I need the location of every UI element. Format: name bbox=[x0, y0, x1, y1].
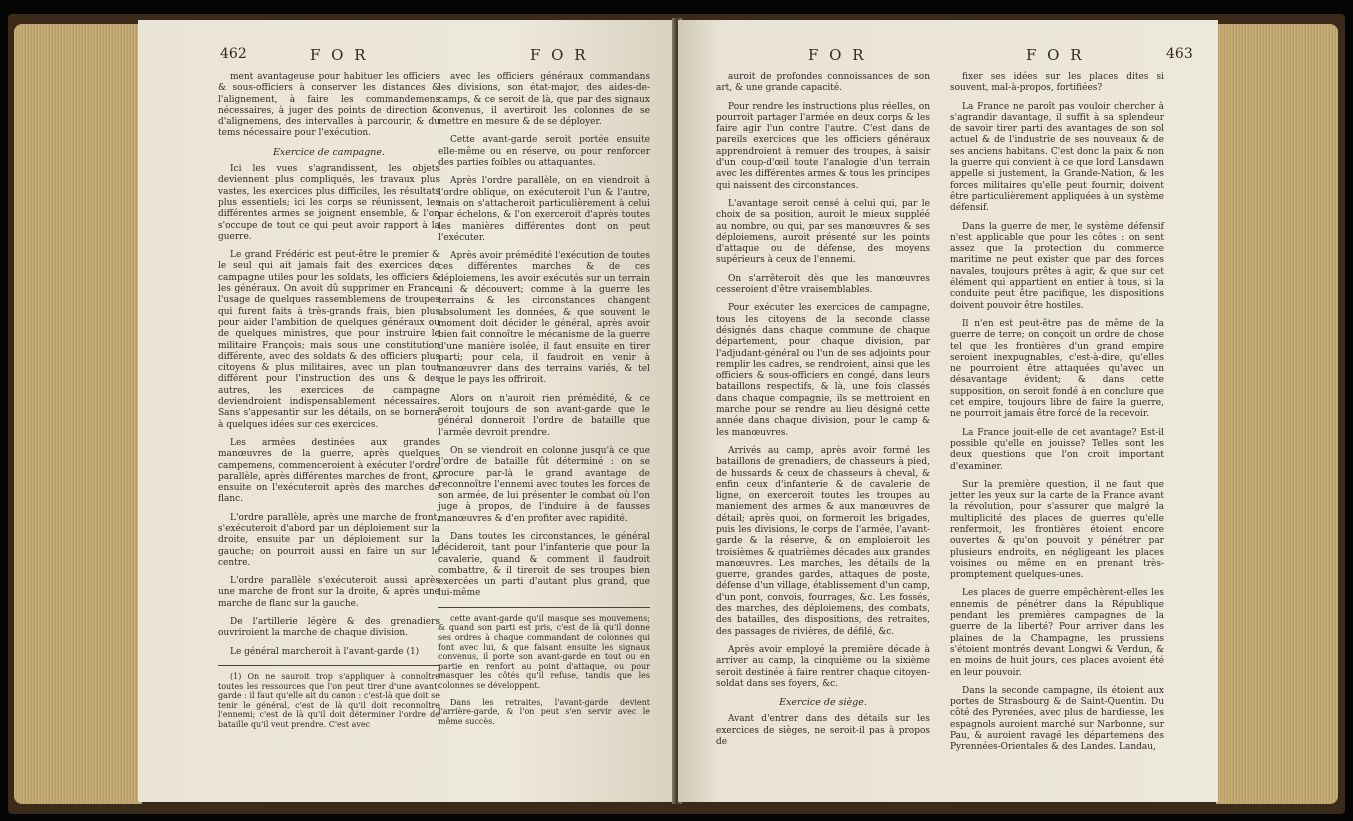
paragraph: Il n'en est peut-être pas de même de la guerre de terre; on conçoit un ordre de chose tel que les frontières d'un grand empire seroient inexpugnables, c'est-à-dire, qu'elles ne pourroient être attaquées qu'avec un désavantage évident; & dans cette supposition, on seroit fondé à en conclure que cet empire, toujours libre de faire la guerre, ne pourroit jamais être forcé de la recevoir. bbox=[950, 318, 1164, 420]
paragraph: Les armées destinées aux grandes manœuvres de la guerre, après quelques campemens, commenceroient à exécuter l'ordre parallèle, après différentes marches de front, & ensuite on l'exécuteroit après des marches de flanc. bbox=[218, 437, 440, 505]
section-heading: Exercice de siège. bbox=[779, 697, 867, 709]
right-header-right: F O R bbox=[1026, 46, 1085, 64]
paragraph: L'ordre parallèle, après une marche de front, s'exécuteroit d'abord par un déploiement sur la droite, ensuite par un déploiement sur la gauche; on pourroit aussi en faire un sur le centre. bbox=[218, 512, 440, 568]
footnote-rule bbox=[438, 607, 650, 608]
paragraph: Pour rendre les instructions plus réelles, on pourroit partager l'armée en deux corps & les faire agir l'un contre l'autre. C'est dans de pareils exercices que les officiers généraux apprendroient à remuer des troupes, à saisir d'un coup-d'œil toute l'analogie d'un terrain avec les différentes armes & tous les principes qui naissent des circonstances. bbox=[716, 101, 930, 191]
paragraph: Pour exécuter les exercices de campagne, tous les citoyens de la seconde classe désignés dans chaque commune de chaque département, pour chaque division, par l'adjudant-général ou l'un de ses adjoints pour remplir les cadres, se rendroient, ainsi que les officiers & sous-officiers en congé, dans leurs bataillons respectifs, & là, une fois classés dans chaque compagnie, ils se mettroient en marche pour se rendre au lieu désigné cette année dans chaque division, pour le camp & les manœuvres. bbox=[716, 303, 930, 438]
paragraph: Dans la guerre de mer, le système défensif n'est applicable que pour les côtes : on sent assez que la protection du commerce maritime ne peut exister que par des forces navales, toujours prêtes à agir, & que sur cet élément qui appartient en entier à tous, si la conduite peut être pacifique, les dispositions doivent pouvoir être hostiles. bbox=[950, 221, 1164, 311]
left-page-number: 462 bbox=[220, 46, 247, 62]
left-header-left: F O R bbox=[310, 46, 369, 64]
left-column-1 bbox=[218, 72, 440, 737]
paragraph: On se viendroit en colonne jusqu'à ce que l'ordre de bataille fût déterminé : on se procure par-là le grand avantage de reconnoître l'ennemi avec toutes les forces de son armée, de lui présenter le combat où l'on juge à propos, de l'induire à de fausses manœuvres & d'en profiter avec rapidité. bbox=[438, 445, 650, 524]
right-page bbox=[678, 20, 1218, 802]
paragraph: L'ordre parallèle s'exécuteroit aussi après une marche de front sur la droite, & après une marche de flanc sur la gauche. bbox=[218, 576, 440, 609]
paragraph: Ici les vues s'agrandissent, les objets deviennent plus compliqués, les travaux plus vastes, les exercices plus difficiles, les résultats plus essentiels; ici les corps se réunissent, les différentes armes se joignent ensemble, & l'on s'occupe de tout ce qui peut avoir rapport à la guerre. bbox=[218, 164, 440, 242]
right-page-edges bbox=[1216, 24, 1338, 804]
paragraph: Après avoir prémédité l'exécution de toutes ces différentes marches & de ces déploiemens, les avoir exécutés sur un terrain uni & découvert; comme à la guerre les terrains & les circonstances changent absolument les données, & que souvent le moment doit décider le général, après avoir bien fait connoître le mécanisme de la guerre d'une manière isolée, il faut ensuite en tirer parti; pour cela, il faudroit en venir à manœuvrer dans des terrains variés, & tel que le pays les offriroit. bbox=[438, 251, 650, 386]
footnote-rule bbox=[218, 665, 440, 666]
paragraph: Dans la seconde campagne, ils étoient aux portes de Strasbourg & de Saint-Quentin. Du côté des Pyrenées, avec plus de hardiesse, les espagnols auroient marché sur Narbonne, sur Pau, & auroient ravagé les départemens des Pyrennées-Orientales & des Landes. Landau, bbox=[950, 685, 1164, 753]
left-header-right: F O R bbox=[530, 46, 589, 64]
paragraph: auroit de profondes connoissances de son art, & une grande capacité. bbox=[716, 72, 930, 94]
right-running-head bbox=[678, 46, 1218, 68]
left-page-edges bbox=[14, 24, 142, 804]
paragraph: fixer ses idées sur les places dites si souvent, mal-à-propos, fortifiées? bbox=[950, 72, 1164, 94]
paragraph: La France ne paroît pas vouloir chercher à s'agrandir davantage, il suffit à sa splendeur de savoir tirer parti des avantages de son sol actuel & de l'industrie de ses nouveaux & de ses anciens habitans. C'est donc la paix & non la guerre qui convient à ce que lord Lansdawn appelle si justement, la Grande-Nation, & les forces militaires qu'elle peut fournir, doivent être particulièrement appliquées à un système défensif. bbox=[950, 101, 1164, 214]
paragraph: Sur la première question, il ne faut que jetter les yeux sur la carte de la France avant la révolution, pour s'assurer que malgré la multiplicité des places de guerres qu'elle renfermoit, les frontières étoient encore ouvertes & qu'on pouvoit y pénétrer par plusieurs endroits, en négligeant les places voisines ou même en en prenant très-promptement quelques-unes. bbox=[950, 479, 1164, 581]
paragraph: Cette avant-garde seroit portée ensuite elle-même ou en réserve, ou pour renforcer des parties foibles ou attaquantes. bbox=[438, 135, 650, 169]
paragraph: Le grand Frédéric est peut-être le premier & le seul qui ait jamais fait des exercices de campagne utiles pour les soldats, les officiers & les généraux. On avoit dû supprimer en France l'usage de quelques rassemblemens de troupes qui furent faits à très-grands frais, bien plus pour aider l'ambition de quelques généraux ou de quelques ministres, que pour instruire le militaire François; mais sous une constitution différente, avec des soldats & des officiers plus citoyens & plus militaires, avec un plan tout différent pour l'instruction des uns & des autres, les exercices de campagne deviendroient indispensablement nécessaires. Sans s'appesantir sur les détails, on se bornera à quelques idées sur ces exercices. bbox=[218, 250, 440, 430]
paragraph: Après avoir employé la première décade à arriver au camp, la cinquième ou la sixième seroit destinée à faire rentrer chaque citoyen-soldat dans ses foyers, &c. bbox=[716, 644, 930, 689]
paragraph: De l'artillerie légère & des grenadiers ouvriroient la marche de chaque division. bbox=[218, 617, 440, 639]
left-running-head bbox=[138, 46, 678, 68]
right-header-left: F O R bbox=[808, 46, 867, 64]
left-column-2 bbox=[438, 72, 650, 733]
paragraph: ment avantageuse pour habituer les officiers & sous-officiers à conserver les distances & l'alignement, à faire les commandemens nécessaires, à juger des points de direction & d'alignemens, des intervalles à parcourir, & du tems nécessaire pour l'exécution. bbox=[218, 72, 440, 139]
paragraph: Arrivés au camp, après avoir formé les bataillons de grenadiers, de chasseurs à pied, de hussards & ceux de chasseurs à cheval, & enfin ceux d'infanterie & de cavalerie de ligne, on exerceroit toutes les troupes au maniement des armes & aux manœuvres de détail; après quoi, on formeroit les brigades, puis les divisions, le corps de l'armée, l'avant-garde & la réserve, & on emploieroit les troisièmes & quatrièmes décades aux grandes manœuvres. Les marches, les détails de la guerre, grandes gardes, attaques de poste, défense d'un village, établissement d'un camp, d'un pont, convois, fourrages, &c. Les fossés, des marches, des déploiemens, des combats, des batailles, des dispositions, des retraites, des passages de rivières, de défilé, &c. bbox=[716, 445, 930, 637]
paragraph: Avant d'entrer dans des détails sur les exercices de sièges, ne seroit-il pas à propos de bbox=[716, 714, 930, 748]
paragraph: avec les officiers généraux commandans les divisions, son état-major, des aides-de-camps, & ce seroit de là, que par des signaux convenus, il avertiroit les colonnes de se mettre en mesure & de se déployer. bbox=[438, 72, 650, 128]
paragraph: La France jouit-elle de cet avantage? Est-il possible qu'elle en jouisse? Telles sont les deux questions que l'on croit important d'examiner. bbox=[950, 427, 1164, 472]
section-heading: Exercice de campagne. bbox=[272, 146, 386, 158]
paragraph: L'avantage seroit censé à celui qui, par le choix de sa position, auroit le mieux suppléé au nombre, ou qui, par ses manœuvres & ses déploiemens, auroit présenté sur les points d'attaque ou de défense, des moyens supérieurs à ceux de l'ennemi. bbox=[716, 198, 930, 266]
paragraph: Après l'ordre parallèle, on en viendroit à l'ordre oblique, on exécuteroit l'un & l'autre, mais on s'attacheroit particulièrement à celui par échelons, & l'on exerceroit d'après toutes les manières différentes dont on peut l'exécuter. bbox=[438, 176, 650, 243]
right-column-2 bbox=[950, 72, 1164, 761]
footnote-continued: cette avant-garde qu'il masque ses mouvemens; & quand son parti est pris, c'est de là qu'il donne ses ordres à chaque commandant de colonnes qui font avec lui, & que faisant ensuite les signaux convenus, il porte son avant-garde en tout ou en partie en renfort au point d'attaque, ou pour masquer les côtés qu'il refuse, tandis que les colonnes se développent. bbox=[438, 613, 650, 690]
footnote-continued: Dans les retraites, l'avant-garde devient l'arrière-garde, & l'on peut s'en servir avec le même succès. bbox=[438, 697, 650, 726]
paragraph: Dans toutes les circonstances, le général décideroit, tant pour l'infanterie que pour la cavalerie, quand & comment il faudroit combattre, & il tireroit de ses troupes bien exercées un parti d'autant plus grand, que lui-même bbox=[438, 531, 650, 599]
footnote: (1) On ne sauroit trop s'appliquer à connoître toutes les ressources que l'on peut tirer d'une avant-garde : il faut qu'elle ait du canon : c'est-là que doit se tenir le général, c'est de là qu'il doit reconnoître l'ennemi; c'est de là qu'il doit déterminer l'ordre de bataille qu'il veut prendre. C'est avec bbox=[218, 671, 440, 729]
paragraph: Alors on n'auroit rien prémédité, & ce seroit toujours de son avant-garde que le général donneroit l'ordre de bataille que l'armée devroit prendre. bbox=[438, 393, 650, 438]
left-page bbox=[138, 20, 678, 802]
paragraph: Le général marcheroit à l'avant-garde (1) bbox=[230, 646, 420, 657]
right-page-number: 463 bbox=[1166, 46, 1193, 62]
right-column-1 bbox=[716, 72, 930, 755]
paragraph: On s'arrêteroit dès que les manœuvres cesseroient d'être vraisemblables. bbox=[716, 273, 930, 296]
paragraph: Les places de guerre empêchèrent-elles les ennemis de pénétrer dans la République pendant les premières campagnes de la guerre de la liberté? Pour arriver dans les plaines de la Champagne, les prussiens s'étoient montrés devant Longwi & Verdun, & en moins de huit jours, ces places avoient été en leur pouvoir. bbox=[950, 588, 1164, 678]
